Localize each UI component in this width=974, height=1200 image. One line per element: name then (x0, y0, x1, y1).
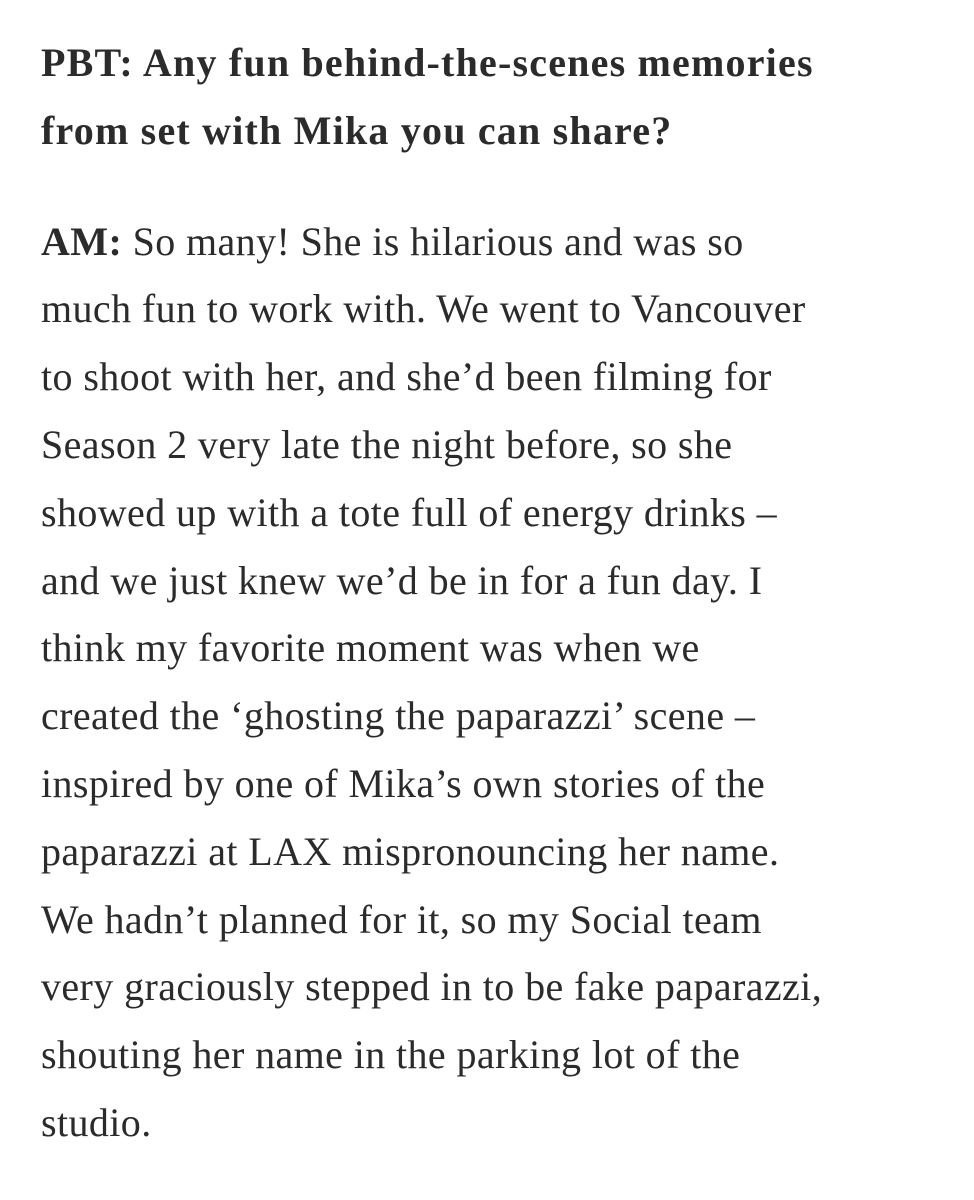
interview-excerpt (41, 36, 941, 1164)
answer-line: much fun to work with. We went to Vancouver (41, 286, 806, 332)
answer-line: created the ‘ghosting the paparazzi’ scene – (41, 693, 756, 739)
interview-question (41, 36, 941, 172)
answer-line: and we just knew we’d be in for a fun day. I (41, 557, 763, 603)
speaker-label: AM: (41, 218, 123, 264)
answer-line: Season 2 very late the night before, so she (41, 421, 733, 467)
answer-line: to shoot with her, and she’d been filming for (41, 354, 772, 400)
answer-line (41, 215, 941, 283)
answer-line: shouting her name in the parking lot of the (41, 1032, 741, 1078)
interview-answer (41, 215, 941, 1164)
answer-line: think my favorite moment was when we (41, 625, 700, 671)
answer-line: very graciously stepped in to be fake paparazzi, (41, 964, 823, 1010)
answer-line: studio. (41, 1099, 152, 1145)
answer-line: paparazzi at LAX mispronouncing her name. (41, 828, 780, 874)
answer-first-line-text: So many! She is hilarious and was so (122, 218, 744, 264)
answer-line: We hadn’t planned for it, so my Social team (41, 896, 762, 942)
question-line: from set with Mika you can share? (41, 107, 673, 153)
answer-line: showed up with a tote full of energy drinks – (41, 489, 778, 535)
question-line: PBT: Any fun behind-the-scenes memories (41, 40, 814, 85)
answer-line: inspired by one of Mika’s own stories of the (41, 760, 766, 806)
